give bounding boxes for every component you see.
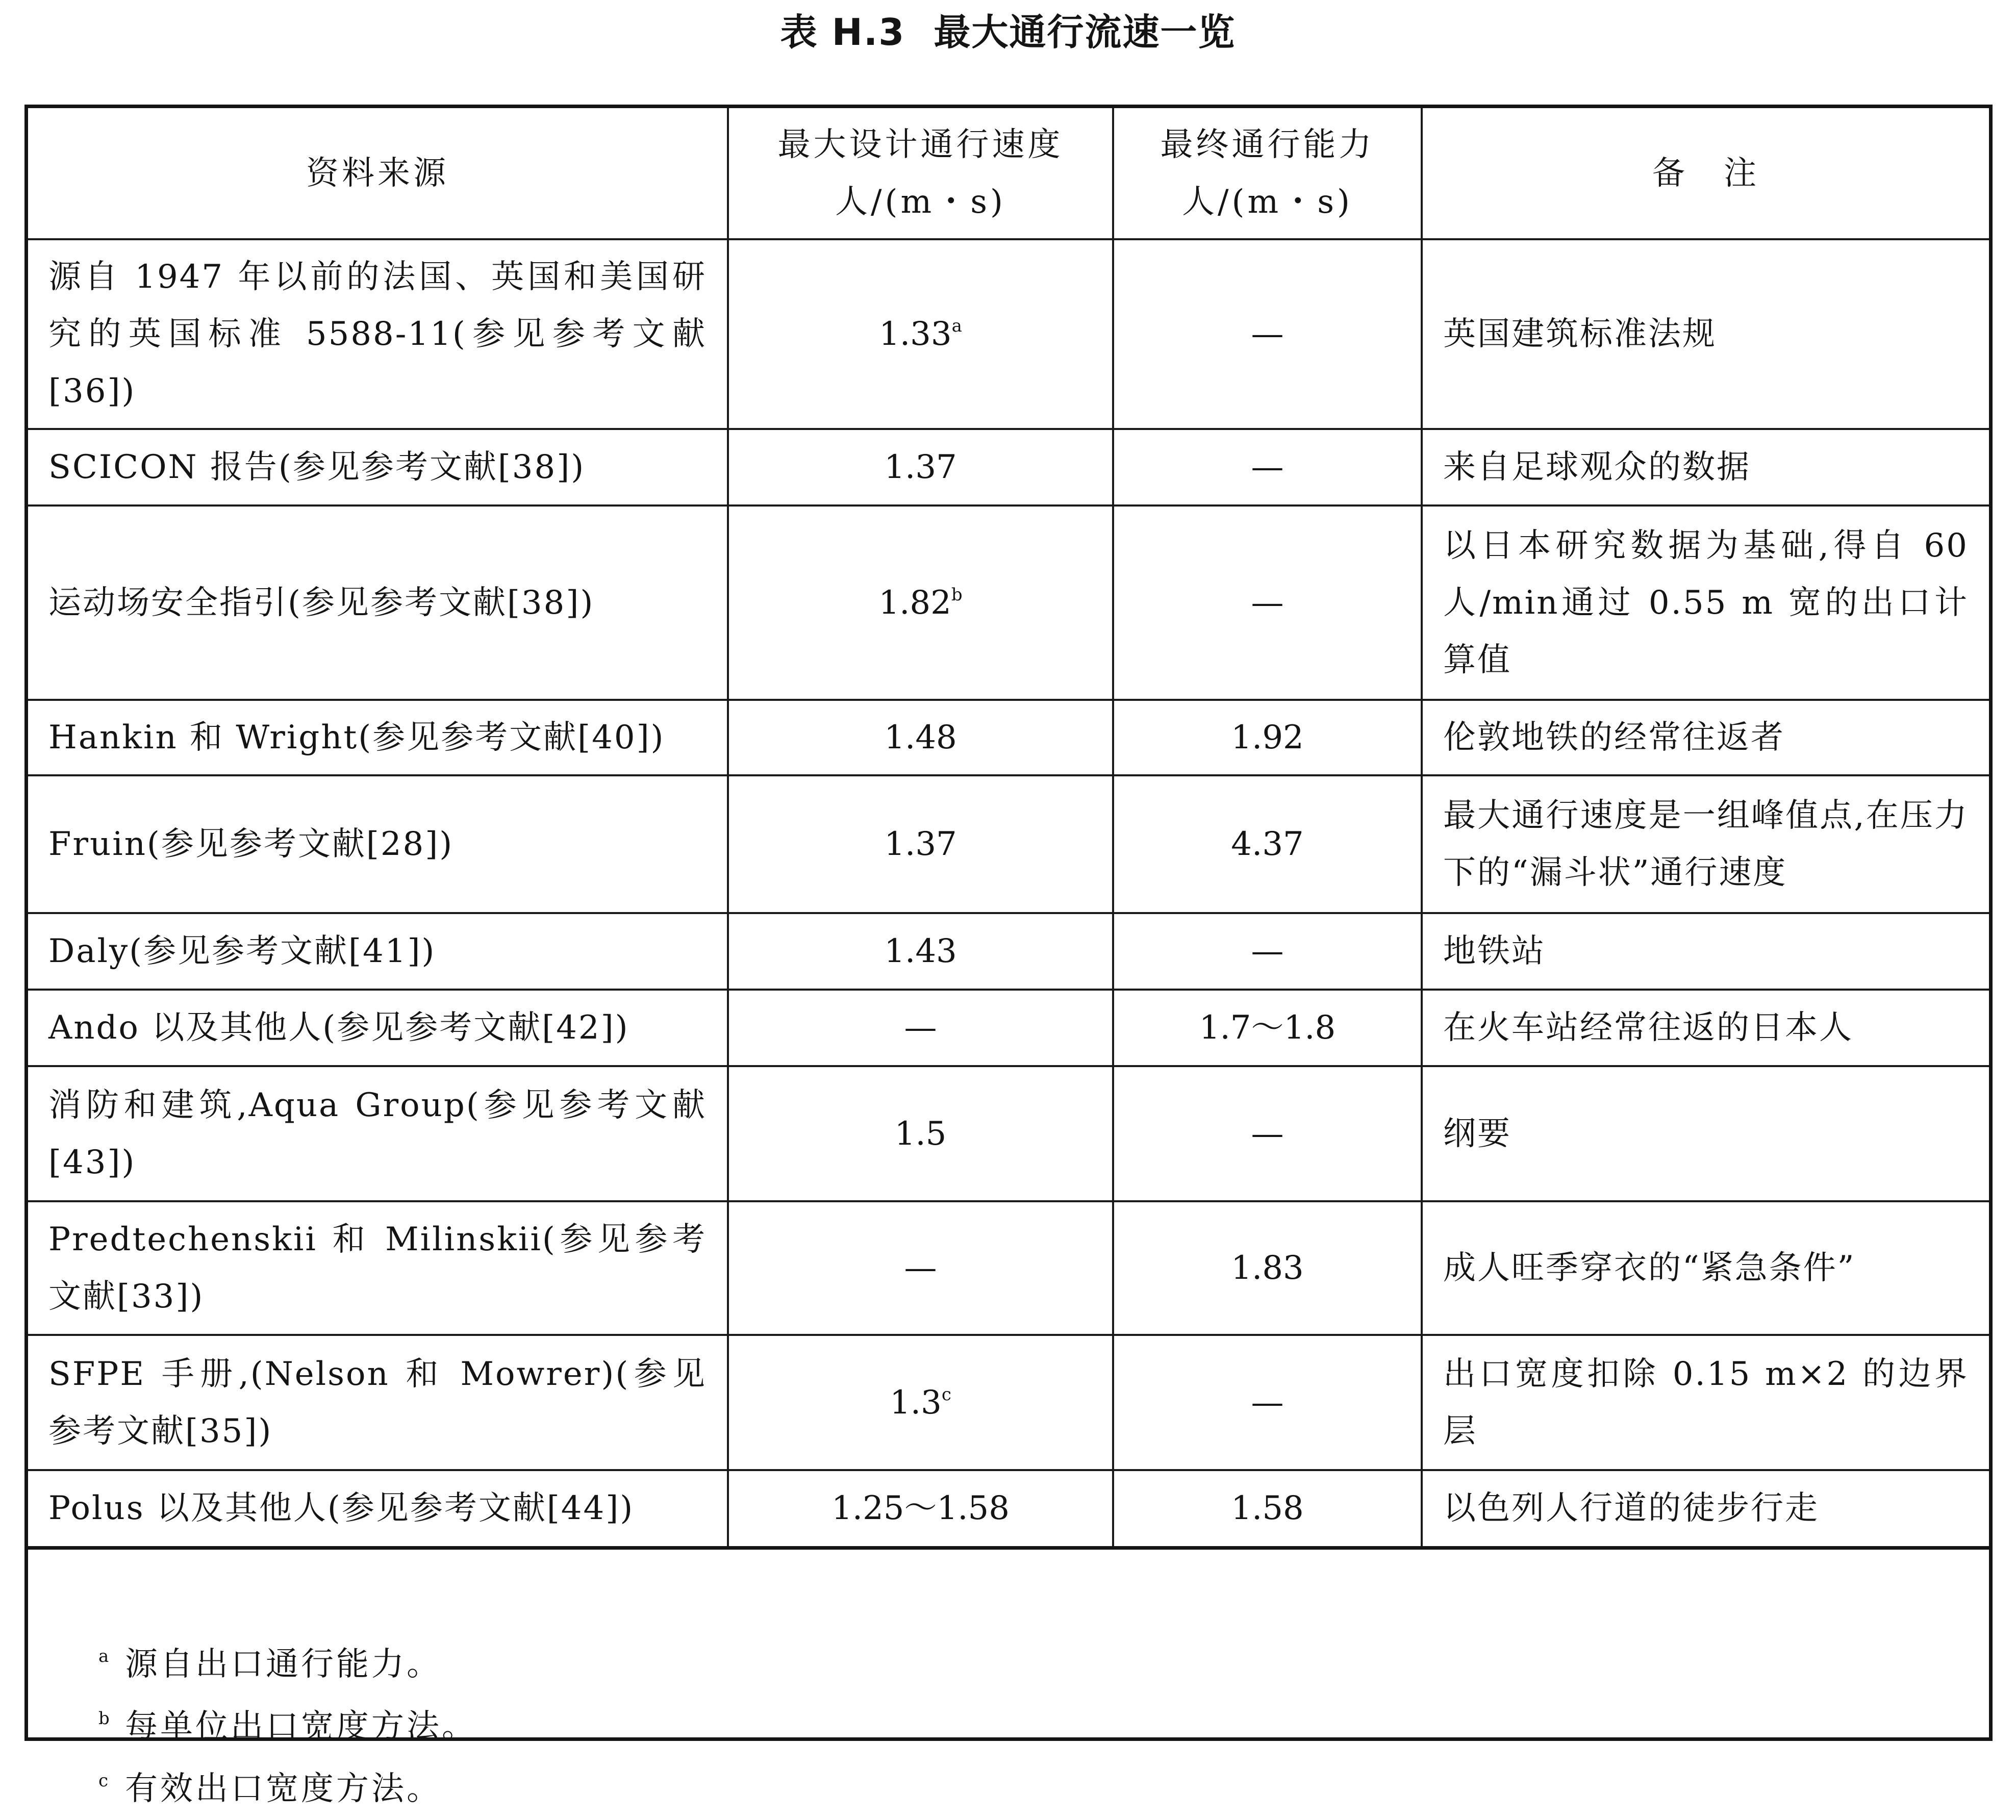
source-cell: Fruin(参见参考文献[28]) bbox=[28, 775, 728, 913]
source-cell: Predtechenskii 和 Milinskii(参见参考文献[33]) bbox=[28, 1201, 728, 1335]
table-row bbox=[28, 1066, 1989, 1201]
header-speed: 最大设计通行速度 人/(m・s) bbox=[728, 108, 1113, 239]
flow-rate-table bbox=[28, 108, 1989, 1550]
speed-cell: 1.37 bbox=[728, 429, 1113, 505]
speed-cell: 1.33$^a$ bbox=[728, 239, 1113, 429]
note-cell: 在火车站经常往返的日本人 bbox=[1422, 990, 1989, 1066]
note-cell: 成人旺季穿衣的“紧急条件” bbox=[1422, 1201, 1989, 1335]
footnote-item bbox=[98, 1758, 1989, 1820]
note-cell: 出口宽度扣除 0.15 m×2 的边界层 bbox=[1422, 1335, 1989, 1470]
capacity-cell: 1.83 bbox=[1113, 1201, 1422, 1335]
header-source: 资料来源 bbox=[28, 108, 728, 239]
source-cell: SCICON 报告(参见参考文献[38]) bbox=[28, 429, 728, 505]
capacity-cell: — bbox=[1113, 505, 1422, 700]
source-cell: Daly(参见参考文献[41]) bbox=[28, 913, 728, 990]
speed-cell: 1.25～1.58 bbox=[728, 1470, 1113, 1548]
table-row bbox=[28, 505, 1989, 700]
table-row bbox=[28, 1201, 1989, 1335]
source-cell: 源自 1947 年以前的法国、英国和美国研究的英国标准 5588-11(参见参考文献[36]) bbox=[28, 239, 728, 429]
table-row bbox=[28, 775, 1989, 913]
table-row bbox=[28, 990, 1989, 1066]
source-cell: Hankin 和 Wright(参见参考文献[40]) bbox=[28, 700, 728, 775]
capacity-cell: 1.92 bbox=[1113, 700, 1422, 775]
note-cell: 以日本研究数据为基础,得自 60 人/min通过 0.55 m 宽的出口计算值 bbox=[1422, 505, 1989, 700]
footnote-item bbox=[98, 1696, 1989, 1758]
header-speed-unit: 人/(m・s) bbox=[835, 183, 1006, 221]
footnote-mark: b bbox=[98, 1708, 112, 1729]
table-row bbox=[28, 429, 1989, 505]
speed-cell: — bbox=[728, 990, 1113, 1066]
footnote-ref: b bbox=[951, 584, 963, 605]
footnote-mark: a bbox=[98, 1646, 112, 1666]
capacity-cell: — bbox=[1113, 913, 1422, 990]
note-cell: 伦敦地铁的经常往返者 bbox=[1422, 700, 1989, 775]
capacity-cell: — bbox=[1113, 239, 1422, 429]
footnote-text: 源自出口通行能力。 bbox=[125, 1646, 442, 1683]
footnote-mark: c bbox=[98, 1771, 111, 1791]
header-capacity-unit: 人/(m・s) bbox=[1181, 183, 1353, 221]
capacity-cell: 1.58 bbox=[1113, 1470, 1422, 1548]
table-title bbox=[0, 4, 2016, 60]
footnote-ref: c bbox=[941, 1384, 951, 1405]
capacity-cell: — bbox=[1113, 1066, 1422, 1201]
table-row bbox=[28, 913, 1989, 990]
speed-cell: 1.48 bbox=[728, 700, 1113, 775]
table-row bbox=[28, 239, 1989, 429]
table-row bbox=[28, 1335, 1989, 1470]
note-cell: 纲要 bbox=[1422, 1066, 1989, 1201]
footnote-ref: a bbox=[951, 316, 962, 336]
header-row bbox=[28, 108, 1989, 239]
footnote-text: 有效出口宽度方法。 bbox=[125, 1770, 442, 1808]
source-cell: SFPE 手册,(Nelson 和 Mowrer)(参见参考文献[35]) bbox=[28, 1335, 728, 1470]
footnote-text: 每单位出口宽度方法。 bbox=[125, 1708, 477, 1746]
source-cell: 运动场安全指引(参见参考文献[38]) bbox=[28, 505, 728, 700]
speed-cell: 1.37 bbox=[728, 775, 1113, 913]
capacity-cell: 1.7～1.8 bbox=[1113, 990, 1422, 1066]
table-caption: 最大通行流速一览 bbox=[934, 11, 1236, 54]
capacity-cell: — bbox=[1113, 1335, 1422, 1470]
speed-cell: 1.3$^c$ bbox=[728, 1335, 1113, 1470]
speed-cell: 1.43 bbox=[728, 913, 1113, 990]
header-capacity: 最终通行能力 人/(m・s) bbox=[1113, 108, 1422, 239]
note-cell: 地铁站 bbox=[1422, 913, 1989, 990]
source-cell: Polus 以及其他人(参见参考文献[44]) bbox=[28, 1470, 728, 1548]
note-cell: 来自足球观众的数据 bbox=[1422, 429, 1989, 505]
capacity-cell: — bbox=[1113, 429, 1422, 505]
speed-cell: 1.82$^b$ bbox=[728, 505, 1113, 700]
header-note: 备 注 bbox=[1422, 108, 1989, 239]
table-number: 表 H.3 bbox=[780, 11, 905, 54]
note-cell: 英国建筑标准法规 bbox=[1422, 239, 1989, 429]
speed-cell: — bbox=[728, 1201, 1113, 1335]
source-cell: 消防和建筑,Aqua Group(参见参考文献[43]) bbox=[28, 1066, 728, 1201]
note-cell: 最大通行速度是一组峰值点,在压力下的“漏斗状”通行速度 bbox=[1422, 775, 1989, 913]
footnotes bbox=[28, 1633, 1989, 1820]
footnote-item bbox=[98, 1633, 1989, 1696]
table-row bbox=[28, 700, 1989, 775]
note-cell: 以色列人行道的徒步行走 bbox=[1422, 1470, 1989, 1548]
table-row bbox=[28, 1470, 1989, 1548]
capacity-cell: 4.37 bbox=[1113, 775, 1422, 913]
source-cell: Ando 以及其他人(参见参考文献[42]) bbox=[28, 990, 728, 1066]
table-frame bbox=[24, 105, 1993, 1808]
speed-cell: 1.5 bbox=[728, 1066, 1113, 1201]
